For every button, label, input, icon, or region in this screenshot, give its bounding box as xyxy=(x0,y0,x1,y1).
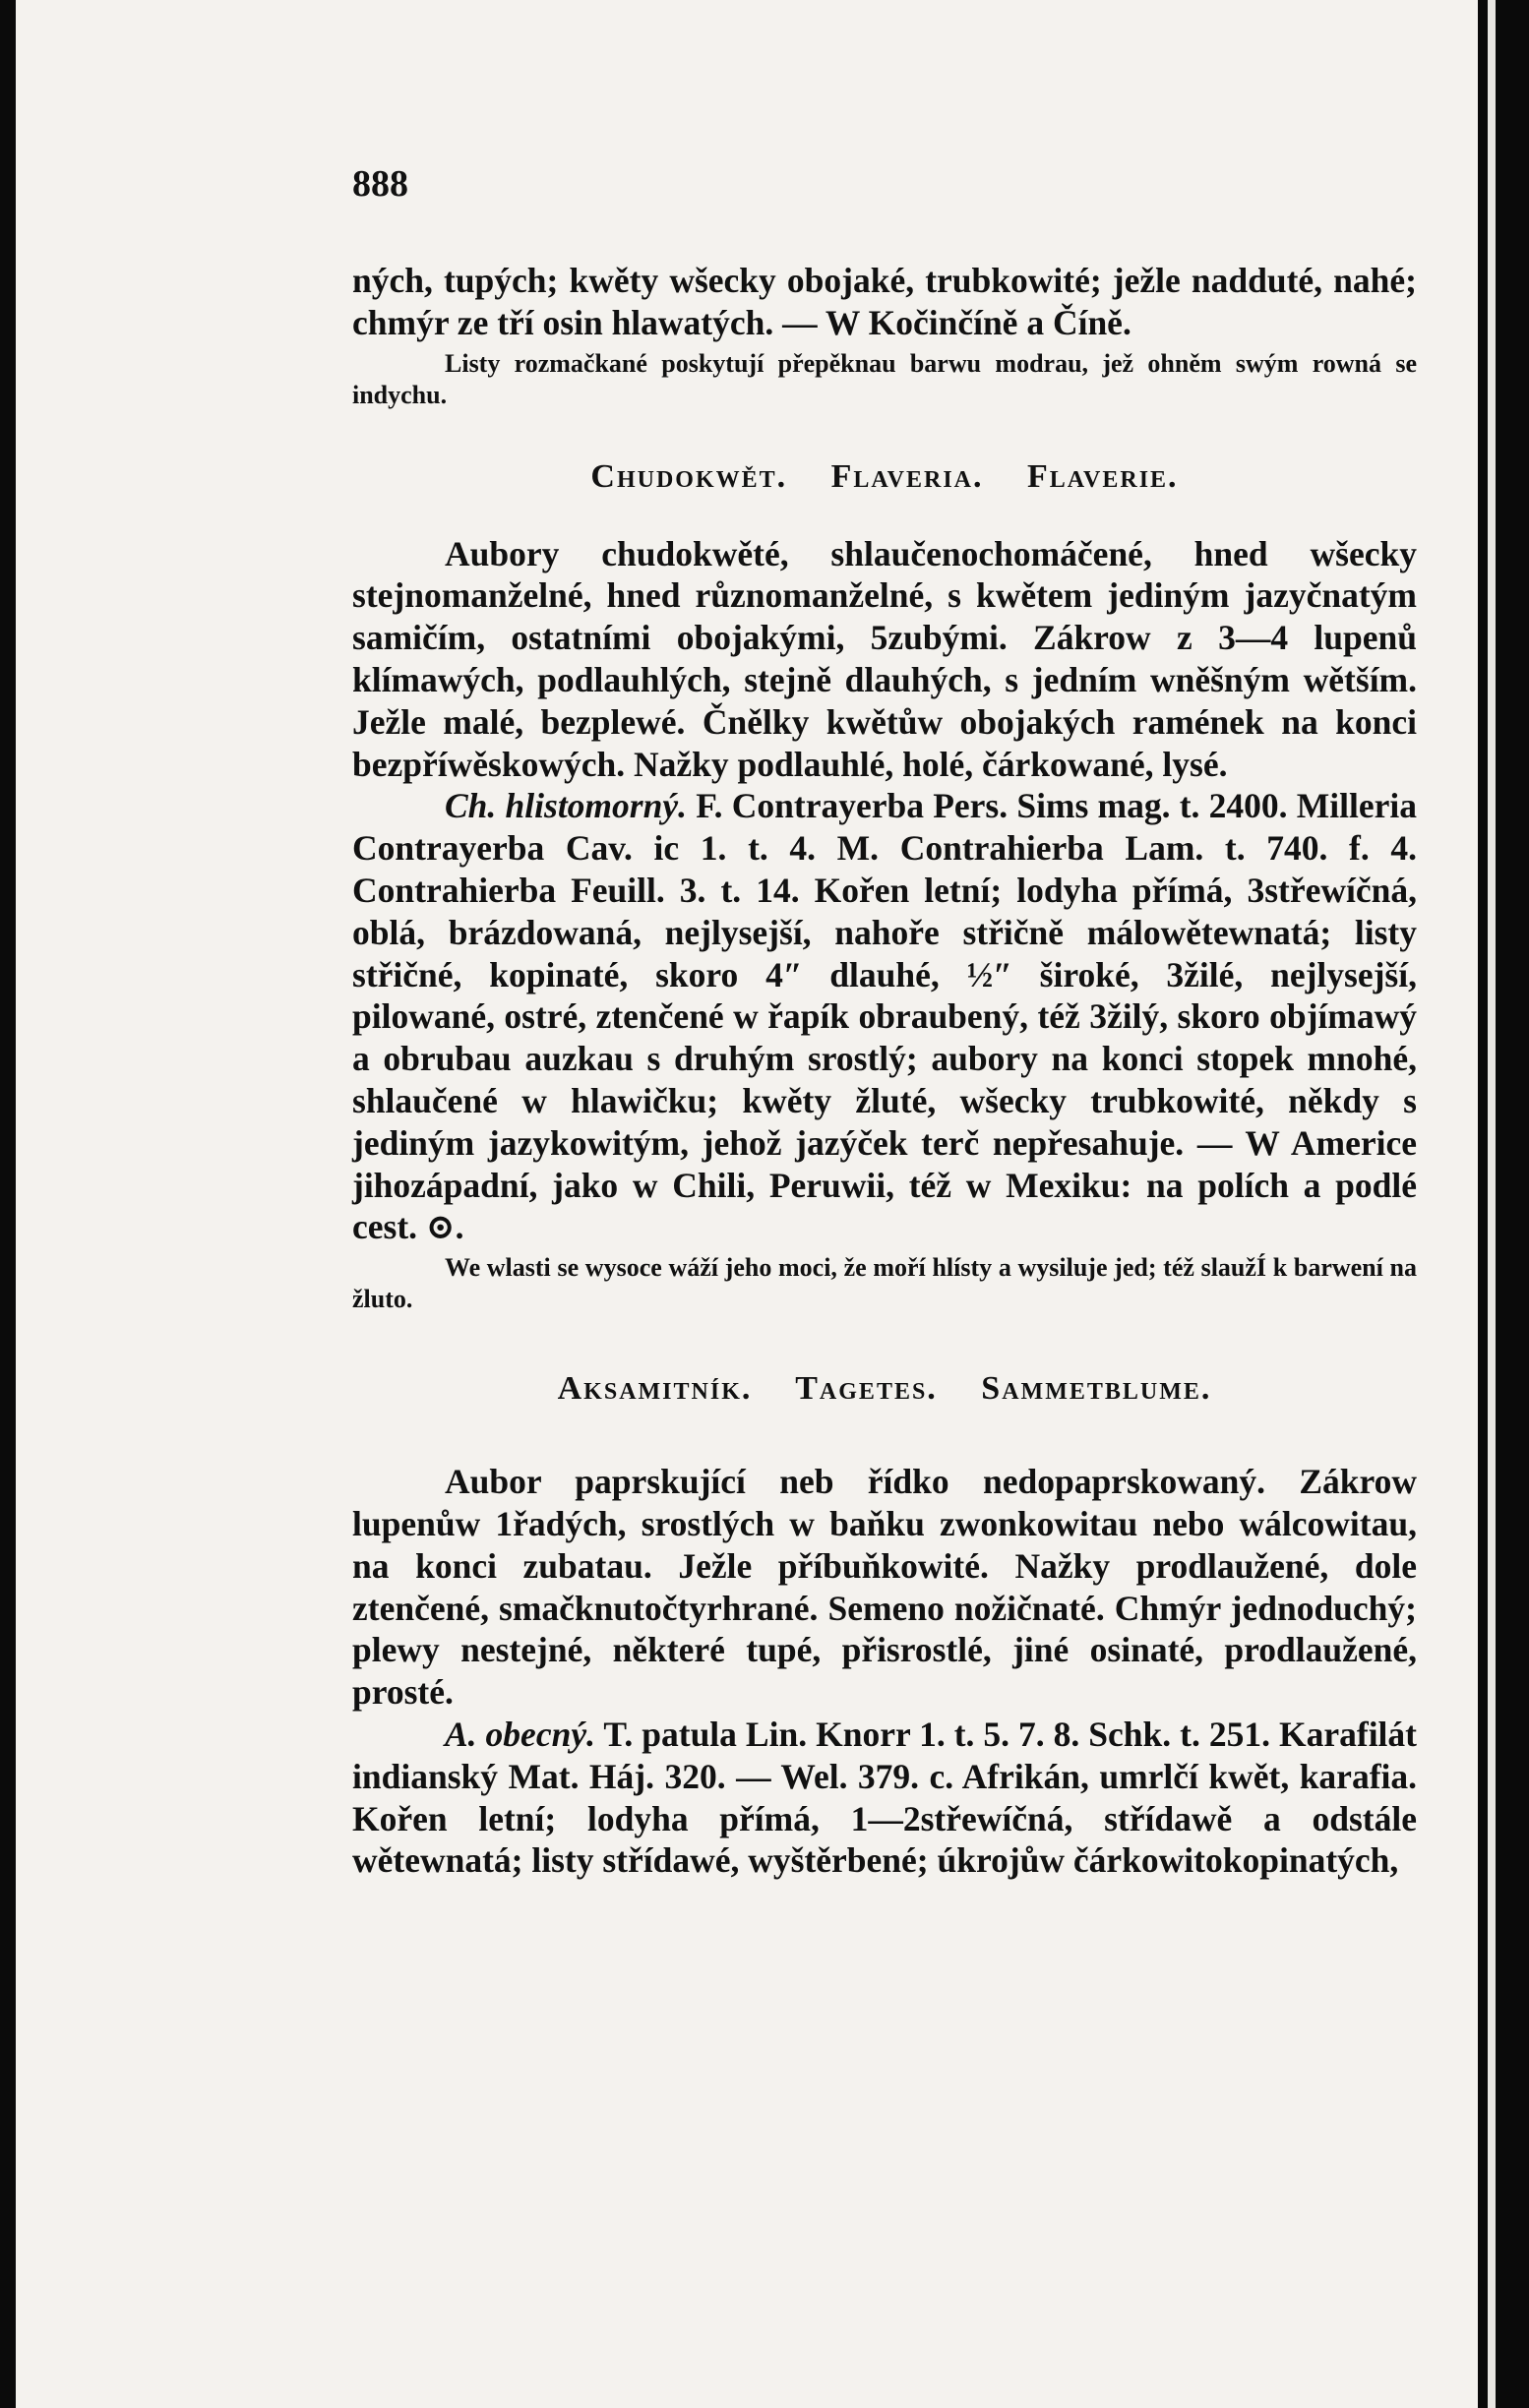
scan-border-right-edge xyxy=(1488,0,1496,2408)
note-contrayerba: We wlasti se wysoce wáží jeho moci, že moří hlísty a wysiluje jed; též slaužÍ k barwení na žluto. xyxy=(352,1253,1417,1314)
scan-border-right xyxy=(1478,0,1529,2408)
species-name: Ch. hlistomorný. xyxy=(445,786,687,826)
genus-heading-flaveria: Chudokwět. Flaveria. Flaverie. xyxy=(590,457,1179,495)
species-text: T. patula Lin. Knorr 1. t. 5. 7. 8. Schk. t. 251. Karafilát indianský Mat. Háj. 320. — Wel. 379. c. Afrikán, umrlčí kwět, karafia. Kořen letní; lodyha přímá, 1—2střewíčná, střídawě a odstále wětewnatá; listy střídawé, wyštěrbené; úkrojůw čárkowitokopinatých, xyxy=(352,1714,1417,1881)
scan-border-left xyxy=(0,0,16,2408)
genus-description-flaveria: Aubory chudokwěté, shlaučenochomáčené, hned wšecky stejnomanželné, hned různomanželné, s kwětem jediným jazyčnatým samičím, ostatními obojakými, 5zubými. Zákrow z 3—4 lupenů klímawých, podlauhlých, stejně dlauhých, s jedním wněšným wětším. Ježle malé, bezplewé. Čnělky kwětůw obojakých ramének na konci bezpříwěskowých. Nažky podlauhlé, holé, čárkowané, lysé. xyxy=(352,533,1417,784)
genus-description-tagetes: Aubor paprskující neb řídko nedopaprskowaný. Zákrow lupenůw 1řadých, srostlých w baňku zwonkowitau nebo wálcowitau, na konci zubatau. Ježle příbuňkowité. Nažky prodlaužené, dole ztenčené, smačknutočtyrhrané. Semeno nožičnaté. Chmýr jednoduchý; plewy nestejné, některé tupé, přisrostlé, jiné osinaté, prodlaužené, prosté. xyxy=(352,1462,1417,1713)
genus-heading-tagetes: Aksamitník. Tagetes. Sammetblume. xyxy=(557,1370,1212,1408)
species-entry-tagetes xyxy=(352,1714,1417,1882)
species-entry-flaveria xyxy=(352,785,1417,1248)
book-page xyxy=(352,165,1417,1882)
page-number: 888 xyxy=(352,163,408,205)
note-indigo: Listy rozmačkané poskytují přepěknau barwu modrau, jež ohněm swým rowná se indychu. xyxy=(352,348,1417,409)
species-name: A. obecný. xyxy=(445,1714,595,1754)
paragraph-continuation: ných, tupých; kwěty wšecky obojaké, trubkowité; ježle nadduté, nahé; chmýr ze tří osin hlawatých. — W Kočinčíně a Číně. xyxy=(352,261,1417,342)
species-text: F. Contrayerba Pers. Sims mag. t. 2400. Milleria Contrayerba Cav. ic 1. t. 4. M. Contrahierba Lam. t. 740. f. 4. Contrahierba Feuill. 3. t. 14. Kořen letní; lodyha přímá, 3střewíčná, oblá, brázdowaná, nejlysejší, nahoře střičně málowětewnatá; listy střičné, kopinaté, skoro 4″ dlauhé, ½″ široké, 3žilé, nejlysejší, pilowané, ostré, ztenčené w řapík obraubený, též 3žilý, skoro objímawý a obrubau auzkau s druhým srostlý; aubory na konci stopek mnohé, shlaučené w hlawičku; kwěty žluté, wšecky trubkowité, někdy s jediným jazykowitým, jehož jazýček terč nepřesahuje. — W Americe jihozápadní, jako w Chili, Peruwii, též w Mexiku: na polích a podlé cest. ⊙. xyxy=(352,786,1417,1247)
